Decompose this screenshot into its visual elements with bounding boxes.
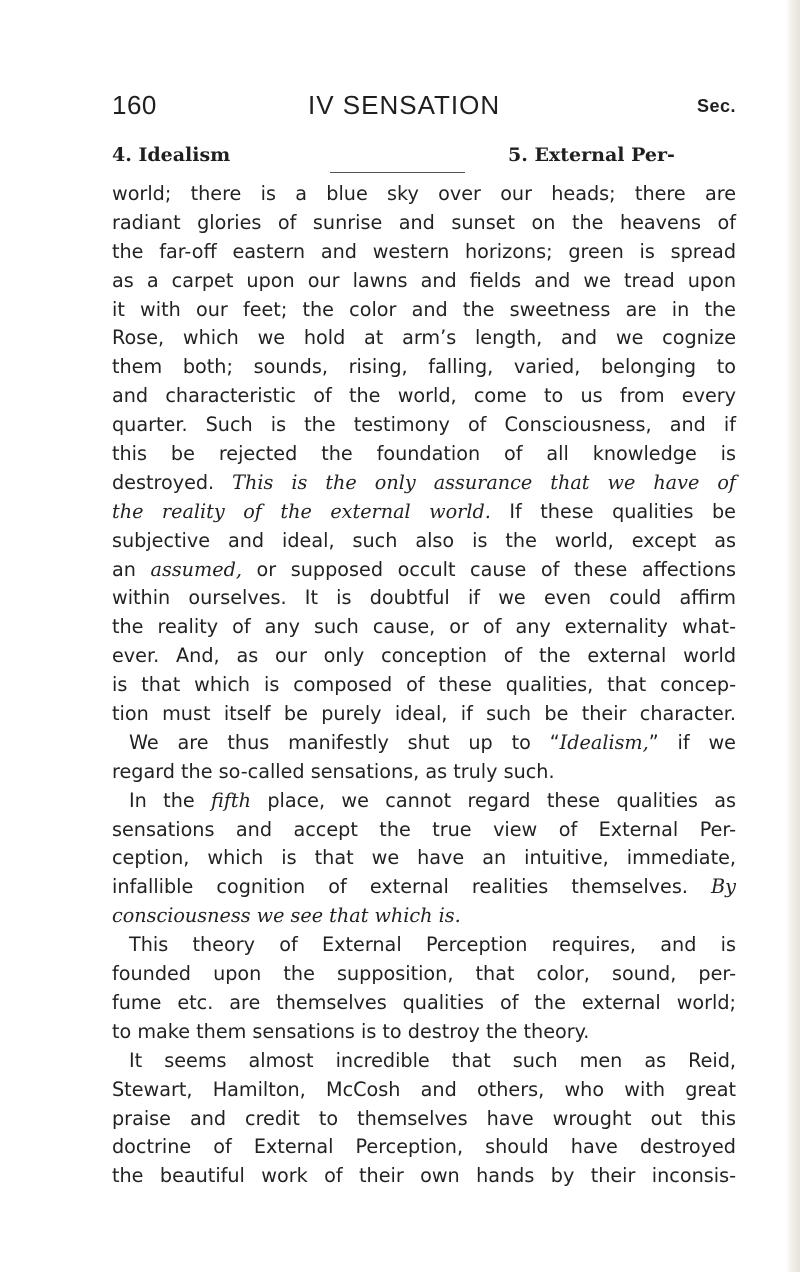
text-line <box>112 729 736 758</box>
text-run: ” if we <box>648 730 736 754</box>
text-line <box>112 296 736 325</box>
text-line <box>112 527 736 556</box>
text-run: ception, which is that we have an intuitive, immediate, <box>112 846 736 870</box>
text-run: fume etc. are themselves qualities of the external world; <box>112 990 736 1014</box>
text-line <box>112 873 736 902</box>
text-line <box>112 816 736 845</box>
text-line <box>112 238 736 267</box>
text-line <box>112 700 736 729</box>
text-line <box>112 469 736 498</box>
section-heading-idealism: 4. Idealism <box>112 144 231 166</box>
text-line <box>112 411 736 440</box>
text-line <box>112 440 736 469</box>
text-run: quarter. Such is the testimony of Consciousness, and if <box>112 413 736 437</box>
body-text <box>112 180 736 1191</box>
text-run: and characteristic of the world, come to us from every <box>112 384 736 408</box>
text-run: infallible cognition of external realities themselves. <box>112 875 712 899</box>
text-line <box>112 498 736 527</box>
text-line <box>112 1076 736 1105</box>
text-run: ever. And, as our only conception of the external world <box>112 644 736 668</box>
text-run: In the <box>129 788 212 812</box>
text-line <box>112 642 736 671</box>
text-run: If these qualities be <box>490 499 736 523</box>
heading-rule <box>330 172 465 173</box>
text-line <box>112 267 736 296</box>
text-run: doctrine of External Perception, should have destroyed <box>112 1135 736 1159</box>
text-run: place, we cannot regard these qualities as <box>251 788 736 812</box>
text-line <box>112 902 736 931</box>
text-line <box>112 989 736 1018</box>
text-run: tion must itself be purely ideal, if such be their character. <box>112 702 736 726</box>
text-line <box>112 844 736 873</box>
text-run: subjective and ideal, such also is the world, except as <box>112 528 736 552</box>
text-line <box>112 382 736 411</box>
text-run: to make them sensations is to destroy the theory. <box>112 1019 590 1043</box>
italic-run: This is the only assurance that we have of <box>232 470 736 494</box>
section-abbreviation: Sec. <box>696 96 736 116</box>
text-line <box>112 1105 736 1134</box>
text-run: Rose, which we hold at arm’s length, and we cognize <box>112 326 736 350</box>
text-line <box>112 556 736 585</box>
italic-run: Idealism, <box>559 730 649 754</box>
text-run: this be rejected the foundation of all knowledge is <box>112 442 736 466</box>
running-head <box>112 90 736 120</box>
text-line <box>112 671 736 700</box>
text-run: it with our feet; the color and the sweetness are in the <box>112 297 736 321</box>
text-run: world; there is a blue sky over our heads; there are <box>112 182 736 205</box>
text-run: destroyed. <box>112 470 233 494</box>
text-run: praise and credit to themselves have wrought out this <box>112 1106 736 1130</box>
text-run: radiant glories of sunrise and sunset on the heavens of <box>112 210 736 234</box>
text-line <box>112 931 736 960</box>
text-line <box>112 1047 736 1076</box>
text-line <box>112 180 736 209</box>
italic-run: the reality of the external world. <box>112 499 491 523</box>
text-run: founded upon the supposition, that color, sound, per- <box>112 962 736 986</box>
text-line <box>112 324 736 353</box>
text-run: regard the so-called sensations, as truly such. <box>112 759 555 783</box>
italic-run: fifth <box>211 788 251 812</box>
text-run: Stewart, Hamilton, McCosh and others, who with great <box>112 1077 736 1101</box>
text-run: It seems almost incredible that such men as Reid, <box>129 1048 736 1072</box>
text-line <box>112 613 736 642</box>
text-run: the beautiful work of their own hands by their inconsis- <box>112 1164 736 1188</box>
chapter-title: IV SENSATION <box>308 90 501 120</box>
text-run: This theory of External Perception requires, and is <box>129 933 736 957</box>
text-run: an <box>112 557 151 581</box>
text-run: or supposed occult cause of these affections <box>241 557 736 581</box>
text-run: the reality of any such cause, or of any externality what- <box>112 615 736 639</box>
text-line <box>112 584 736 613</box>
text-run: is that which is composed of these qualities, that concep- <box>112 673 736 697</box>
page-edge-shadow <box>786 0 800 1272</box>
italic-run: consciousness we see that which is. <box>112 904 461 928</box>
italic-run: By <box>711 875 736 899</box>
page-number: 160 <box>112 90 157 120</box>
text-run: them both; sounds, rising, falling, varied, belonging to <box>112 355 736 379</box>
text-run: within ourselves. It is doubtful if we even could affirm <box>112 586 736 610</box>
text-line <box>112 209 736 238</box>
text-line <box>112 353 736 382</box>
text-line <box>112 758 736 787</box>
text-line <box>112 1162 736 1191</box>
section-heading-external-perception: 5. External Per- <box>508 144 675 166</box>
text-line <box>112 960 736 989</box>
italic-run: assumed, <box>150 557 242 581</box>
text-line <box>112 787 736 816</box>
text-line <box>112 1133 736 1162</box>
text-run: sensations and accept the true view of External Per- <box>112 817 736 841</box>
text-line <box>112 1018 736 1047</box>
text-run: We are thus manifestly shut up to “ <box>129 730 560 754</box>
text-run: as a carpet upon our lawns and fields and we tread upon <box>112 268 736 292</box>
text-run: the far-off eastern and western horizons; green is spread <box>112 239 736 263</box>
section-headings <box>112 144 736 168</box>
